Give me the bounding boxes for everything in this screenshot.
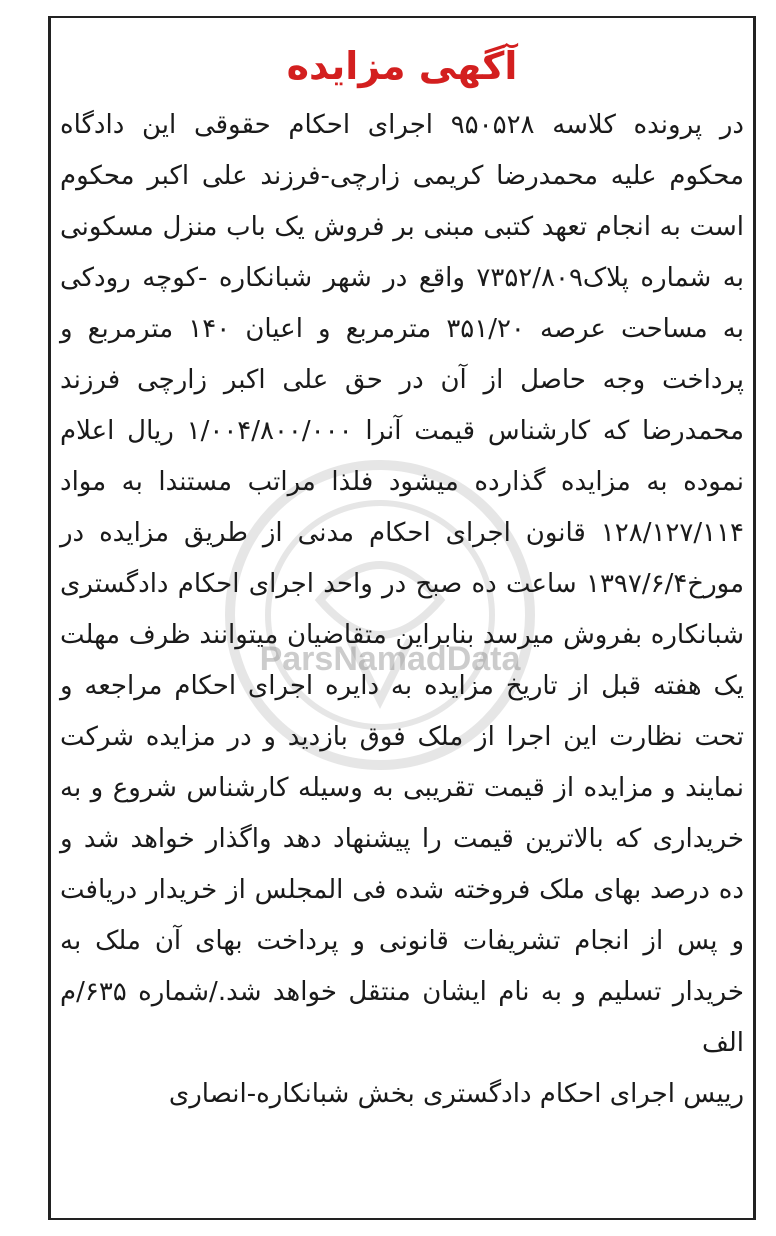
notice-body: در پرونده کلاسه ۹۵۰۵۲۸ اجرای احکام حقوقی این دادگاه محکوم علیه محمدرضا کریمی زارچی-فرزند علی اکبر محکوم است به انجام تعهد کتبی مبنی بر فروش یک باب منزل مسکونی به شماره پلاک۷۳۵۲/۸۰۹ واقع در شهر شبانکاره -کوچه رودکی به مساحت عرصه ۳۵۱/۲۰ مترمربع و اعیان ۱۴۰ مترمربع و پرداخت وجه حاصل از آن در حق علی اکبر زارچی فرزند محمدرضا که کارشناس قیمت آنرا ۱/۰۰۴/۸۰۰/۰۰۰ ریال اعلام نموده به مزایده گذارده میشود فلذا مراتب مستندا به مواد ۱۲۸/۱۲۷/۱۱۴ قانون اجرای احکام مدنی از طریق مزایده در مورخ۱۳۹۷/۶/۴ ساعت ده صبح در واحد اجرای احکام دادگستری شبانکاره بفروش میرسد بنابراین متقاضیان میتوانند ظرف مهلت یک هفته قبل از تاریخ مزایده به دایره اجرای احکام مراجعه و تحت نظارت این اجرا از ملک فوق بازدید و در مزایده شرکت نمایند و مزایده از قیمت تقریبی به وسیله کارشناس شروع و به خریداری که بالاترین قیمت را پیشنهاد دهد واگذار خواهد شد و ده درصد بهای ملک فروخته شده فی المجلس از خریدار دریافت و پس از انجام تشریفات قانونی و پرداخت بهای آن ملک به خریدار تسلیم و به نام ایشان منتقل خواهد شد./شماره ۶۳۵/م الف (60, 110, 744, 1058)
notice-content (60, 40, 744, 1120)
bottom-border (48, 1218, 756, 1220)
notice-signature: رییس اجرای احکام دادگستری بخش شبانکاره-انصاری (168, 1079, 744, 1109)
notice-title: آگهی مزایده (286, 44, 518, 88)
watermark-brand: ParsNamadData (259, 640, 521, 678)
